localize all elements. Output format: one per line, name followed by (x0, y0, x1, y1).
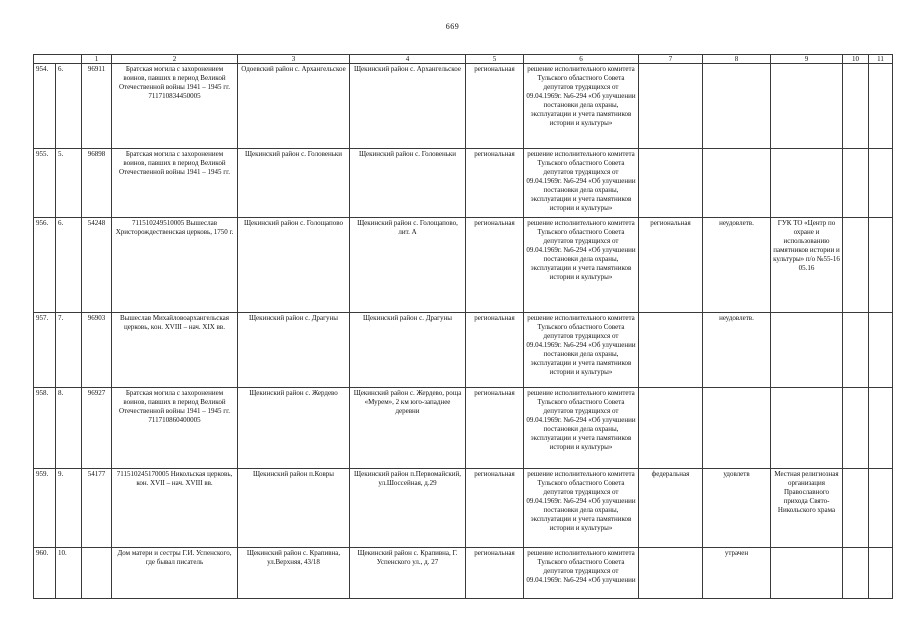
district-location-cell: Щекинский район с. Головеньки (238, 149, 350, 218)
header-cell: 3 (238, 55, 350, 64)
row-number-cell: 958. (34, 388, 56, 469)
address-cell: Щекинский район с. Головеньки (350, 149, 466, 218)
header-cell: 4 (350, 55, 466, 64)
col-10-cell (843, 388, 869, 469)
header-cell: 2 (112, 55, 238, 64)
registry-id-cell: 96903 (82, 313, 112, 388)
address-cell: Щекинский район с. Драгуны (350, 313, 466, 388)
col-10-cell (843, 313, 869, 388)
table-row (34, 388, 893, 469)
monument-name-cell: Вышеслав Михайловоархангельская церковь, кон. XVIII – нач. XIX вв. (112, 313, 238, 388)
row-number-cell: 960. (34, 548, 56, 599)
category-cell: региональная (466, 313, 524, 388)
significance-cell (639, 64, 703, 149)
condition-cell: утрачен (703, 548, 771, 599)
registry-id-cell: 96911 (82, 64, 112, 149)
condition-cell (703, 388, 771, 469)
col-11-cell (869, 149, 893, 218)
registry-id-cell (82, 548, 112, 599)
user-organization-cell: ГУК ТО «Центр по охране и использованию памятников истории и культуры» п/о №55-16 05.16 (771, 218, 843, 313)
table-row (34, 149, 893, 218)
section-number-cell: 10. (56, 548, 82, 599)
significance-cell: федеральная (639, 469, 703, 548)
header-cell: 1 (82, 55, 112, 64)
section-number-cell: 7. (56, 313, 82, 388)
column-number-header-row (34, 55, 893, 64)
header-cell: 11 (869, 55, 893, 64)
header-cell: 5 (466, 55, 524, 64)
monument-name-cell: Дом матери и сестры Г.И. Успенского, где бывал писатель (112, 548, 238, 599)
section-number-cell: 6. (56, 64, 82, 149)
district-location-cell: Щекинский район с. Драгуны (238, 313, 350, 388)
row-number-cell: 959. (34, 469, 56, 548)
category-cell: региональная (466, 64, 524, 149)
header-cell: 9 (771, 55, 843, 64)
registry-id-cell: 54177 (82, 469, 112, 548)
significance-cell (639, 388, 703, 469)
monument-name-cell: 711510249510005 Вышеслав Христорождественская церковь, 1750 г. (112, 218, 238, 313)
row-number-cell: 957. (34, 313, 56, 388)
header-cell: 7 (639, 55, 703, 64)
condition-cell: неудовлетв. (703, 218, 771, 313)
monument-name-cell: 711510245170005 Никольская церковь, кон. XVII – нач. XVIII вв. (112, 469, 238, 548)
header-cell (34, 55, 82, 64)
table-row (34, 548, 893, 599)
protection-decision-cell: решение исполнительного комитета Тульского областного Совета депутатов трудящихся от 09.04.1969г. №6-294 «Об улучшении постановки дела охраны, эксплуатации и учета памятников истории и культуры» (524, 149, 639, 218)
col-11-cell (869, 469, 893, 548)
col-10-cell (843, 64, 869, 149)
col-11-cell (869, 313, 893, 388)
row-number-cell: 956. (34, 218, 56, 313)
condition-cell: удовлетв (703, 469, 771, 548)
col-10-cell (843, 548, 869, 599)
user-organization-cell (771, 548, 843, 599)
address-cell: Щекинский район с. Архангельское (350, 64, 466, 149)
user-organization-cell: Местная религиозная организация Православного прихода Свято-Никольского храма (771, 469, 843, 548)
monument-name-cell: Братская могила с захоронением воинов, павших в период Великой Отечественной войны 1941 – 1945 гг. 711710834450005 (112, 64, 238, 149)
category-cell: региональная (466, 149, 524, 218)
section-number-cell: 5. (56, 149, 82, 218)
section-number-cell: 6. (56, 218, 82, 313)
significance-cell: региональная (639, 218, 703, 313)
address-cell: Щекинский район с. Голощапово, лит. А (350, 218, 466, 313)
user-organization-cell (771, 64, 843, 149)
table-row (34, 218, 893, 313)
table-row (34, 64, 893, 149)
protection-decision-cell: решение исполнительного комитета Тульского областного Совета депутатов трудящихся от 09.04.1969г. №6-294 «Об улучшении постановки дела охраны, эксплуатации и учета памятников истории и культуры» (524, 313, 639, 388)
protection-decision-cell: решение исполнительного комитета Тульского областного Совета депутатов трудящихся от 09.04.1969г. №6-294 «Об улучшении (524, 548, 639, 599)
district-location-cell: Щекинский район с. Жердево (238, 388, 350, 469)
significance-cell (639, 548, 703, 599)
category-cell: региональная (466, 469, 524, 548)
district-location-cell: Щекинский район п.Ковры (238, 469, 350, 548)
header-cell: 10 (843, 55, 869, 64)
monument-name-cell: Братская могила с захоронением воинов, павших в период Великой Отечественной войны 1941 – 1945 гг. 711710860400005 (112, 388, 238, 469)
header-cell: 6 (524, 55, 639, 64)
row-number-cell: 955. (34, 149, 56, 218)
category-cell: региональная (466, 218, 524, 313)
user-organization-cell (771, 313, 843, 388)
section-number-cell: 8. (56, 388, 82, 469)
user-organization-cell (771, 149, 843, 218)
condition-cell (703, 149, 771, 218)
condition-cell (703, 64, 771, 149)
col-10-cell (843, 469, 869, 548)
condition-cell: неудовлетв. (703, 313, 771, 388)
col-11-cell (869, 548, 893, 599)
col-11-cell (869, 64, 893, 149)
protection-decision-cell: решение исполнительного комитета Тульского областного Совета депутатов трудящихся от 09.04.1969г. №6-294 «Об улучшении постановки дела охраны, эксплуатации и учета памятников истории и культуры» (524, 469, 639, 548)
registry-id-cell: 96898 (82, 149, 112, 218)
registry-id-cell: 96927 (82, 388, 112, 469)
protection-decision-cell: решение исполнительного комитета Тульского областного Совета депутатов трудящихся от 09.04.1969г. №6-294 «Об улучшении постановки дела охраны, эксплуатации и учета памятников истории и культуры» (524, 218, 639, 313)
table-row (34, 469, 893, 548)
district-location-cell: Одоевский район с. Архангельское (238, 64, 350, 149)
protection-decision-cell: решение исполнительного комитета Тульского областного Совета депутатов трудящихся от 09.04.1969г. №6-294 «Об улучшении постановки дела охраны, эксплуатации и учета памятников истории и культуры» (524, 64, 639, 149)
category-cell: региональная (466, 548, 524, 599)
row-number-cell: 954. (34, 64, 56, 149)
address-cell: Щекинский район п.Первомайский, ул.Шоссейная, д.29 (350, 469, 466, 548)
monument-name-cell: Братская могила с захоронением воинов, павших в период Великой Отечественной войны 1941 – 1945 гг. (112, 149, 238, 218)
col-11-cell (869, 218, 893, 313)
section-number-cell: 9. (56, 469, 82, 548)
col-10-cell (843, 149, 869, 218)
category-cell: региональная (466, 388, 524, 469)
protection-decision-cell: решение исполнительного комитета Тульского областного Совета депутатов трудящихся от 09.04.1969г. №6-294 «Об улучшении постановки дела охраны, эксплуатации и учета памятников истории и культуры» (524, 388, 639, 469)
registry-id-cell: 54248 (82, 218, 112, 313)
significance-cell (639, 149, 703, 218)
page-number: 669 (445, 22, 460, 31)
col-10-cell (843, 218, 869, 313)
district-location-cell: Щекинский район с. Крапивна, ул.Верхняя, 43/18 (238, 548, 350, 599)
significance-cell (639, 313, 703, 388)
table-row (34, 313, 893, 388)
address-cell: Щекинский район с. Жердево, роща «Мурем», 2 км юго-западнее деревни (350, 388, 466, 469)
user-organization-cell (771, 388, 843, 469)
district-location-cell: Щекинский район с. Голощапово (238, 218, 350, 313)
address-cell: Щекинский район с. Крапивна, Г. Успенского ул., д. 27 (350, 548, 466, 599)
col-11-cell (869, 388, 893, 469)
monuments-register-table (33, 54, 893, 599)
header-cell: 8 (703, 55, 771, 64)
